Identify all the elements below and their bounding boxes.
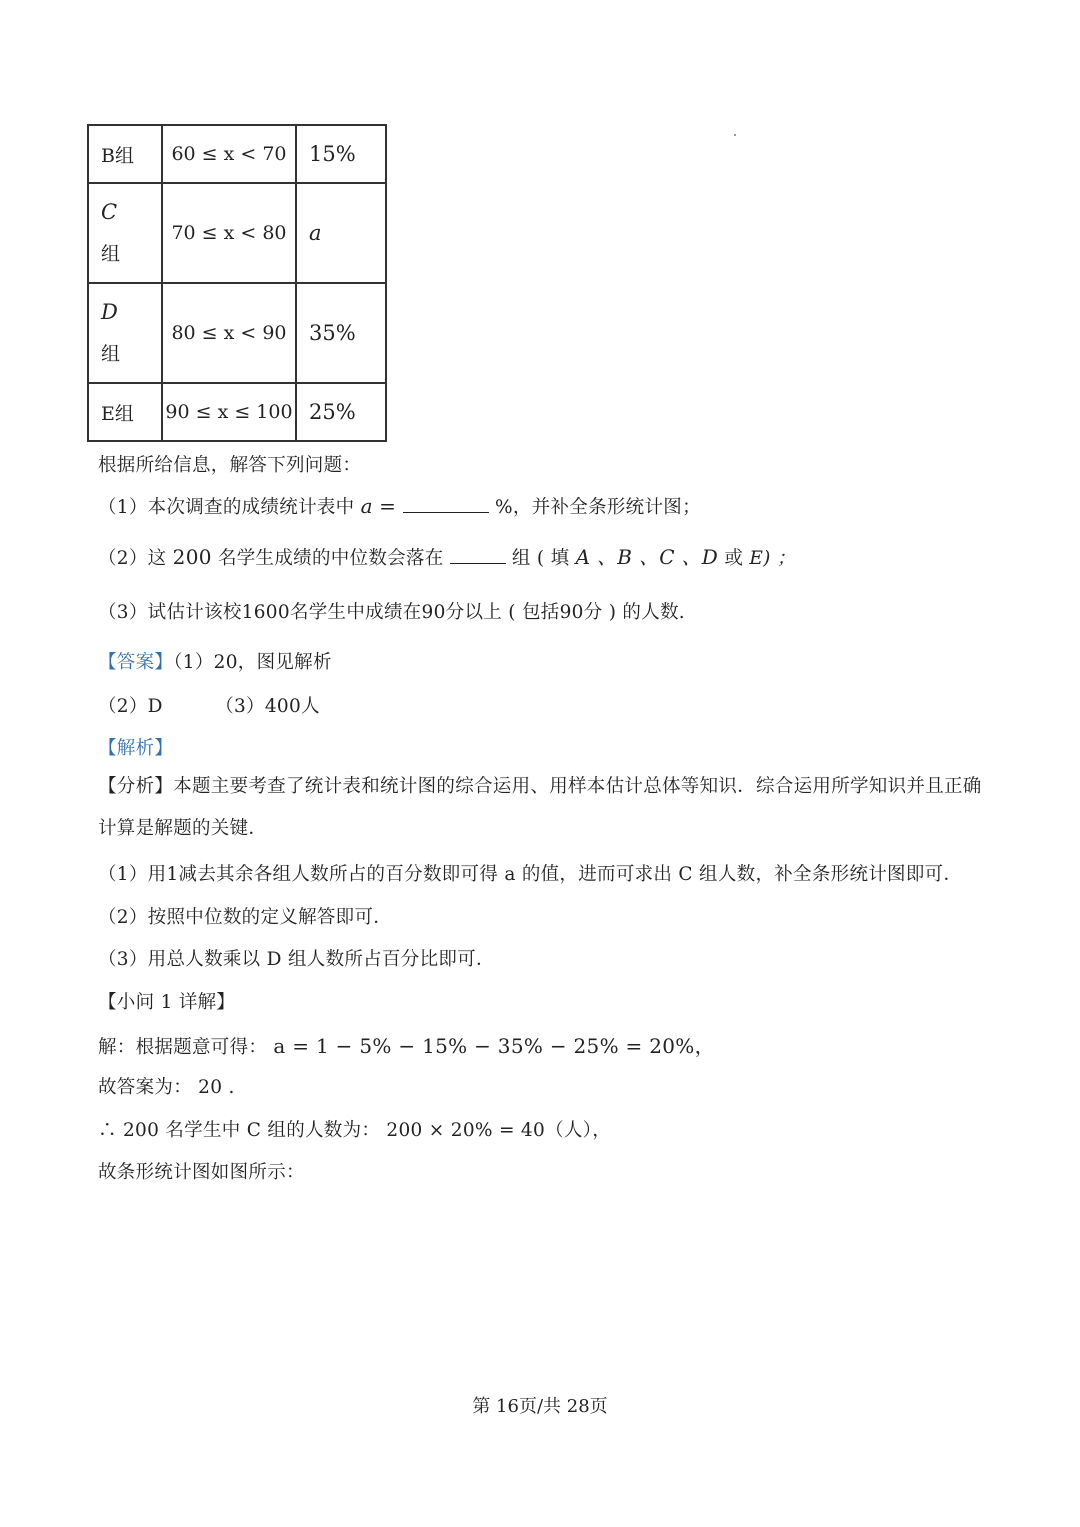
percent-cell: 25% <box>296 383 386 441</box>
question-3: （3）试估计该校1600名学生中成绩在90分以上 ( 包括90分 ) 的人数. <box>98 602 685 623</box>
answer-2: （2）D <box>98 696 163 717</box>
solution-prefix: 解：根据题意可得： <box>98 1037 268 1058</box>
q1-prefix: （1）本次调查的成绩统计表中 <box>98 497 355 518</box>
group-cell <box>88 183 162 283</box>
answer-tag: 【答案】 <box>98 652 174 673</box>
subquestion-1-title: 【小问 1 详解】 <box>98 992 236 1013</box>
solution-count: ∴ 200 名学生中 C 组的人数为： 200 × 20% = 40（人）， <box>98 1120 612 1141</box>
q2-prefix: （2）这 <box>98 548 167 569</box>
q2-mid: 名学生成绩的中位数会落在 <box>217 548 444 569</box>
solution-chart-note: 故条形统计图如图所示： <box>98 1162 305 1183</box>
percent-cell: 15% <box>296 125 386 183</box>
q2-options: A 、B 、C 、D <box>575 545 719 569</box>
percent-cell: 35% <box>296 283 386 383</box>
q2-fill: 组 ( 填 <box>511 548 570 569</box>
analysis-tag: 【解析】 <box>98 738 174 759</box>
range-cell: 70 ≤ x < 80 <box>162 183 296 283</box>
table-row <box>88 283 386 383</box>
page-footer: 第 16页/共 28页 <box>472 1396 608 1417</box>
question-1 <box>98 493 701 519</box>
group-cell: B组 <box>88 125 162 183</box>
group-letter: C <box>101 200 118 224</box>
question-2 <box>98 541 796 570</box>
step-1: （1）用1减去其余各组人数所占的百分数即可得 a 的值，进而可求出 C 组人数，补全条形统计图即可． <box>98 864 963 885</box>
table-row <box>88 383 386 441</box>
speck-mark <box>734 134 736 136</box>
range-cell: 80 ≤ x < 90 <box>162 283 296 383</box>
answer-line <box>98 648 332 674</box>
q1-eq: = <box>379 494 403 518</box>
answer-blank <box>450 545 506 564</box>
range-cell: 60 ≤ x < 70 <box>162 125 296 183</box>
intro-text: 根据所给信息，解答下列问题： <box>98 455 362 476</box>
answer-3: （3）400人 <box>215 696 320 717</box>
group-cell: E组 <box>88 383 162 441</box>
step-3: （3）用总人数乘以 D 组人数所占百分比即可． <box>98 949 495 970</box>
q1-var: a <box>360 494 373 518</box>
solution-answer: 故答案为： 20 . <box>98 1077 235 1098</box>
solution-line <box>98 1030 715 1059</box>
q2-last: E) ； <box>749 548 796 569</box>
answer-line-2 <box>98 692 320 718</box>
group-letter: D <box>101 300 118 324</box>
q2-number: 200 <box>172 545 212 569</box>
group-cell <box>88 283 162 383</box>
group-char: 组 <box>101 343 121 365</box>
table-row <box>88 125 386 183</box>
solution-formula: a = 1 − 5% − 15% − 35% − 25% = 20%， <box>273 1034 715 1058</box>
answer-blank <box>403 494 489 513</box>
table-row <box>88 183 386 283</box>
step-2: （2）按照中位数的定义解答即可． <box>98 907 393 928</box>
answer-1: （1）20，图见解析 <box>173 652 332 673</box>
analysis-text: 【分析】本题主要考查了统计表和统计图的综合运用、用样本估计总体等知识．综合运用所学知识并且正确计算是解题的关键． <box>98 776 982 839</box>
group-char: 组 <box>101 243 121 265</box>
q1-suffix: %，并补全条形统计图； <box>495 497 701 518</box>
range-cell: 90 ≤ x ≤ 100 <box>162 383 296 441</box>
grade-table <box>87 124 387 442</box>
percent-cell: a <box>296 183 386 283</box>
q2-or: 或 <box>724 548 744 569</box>
